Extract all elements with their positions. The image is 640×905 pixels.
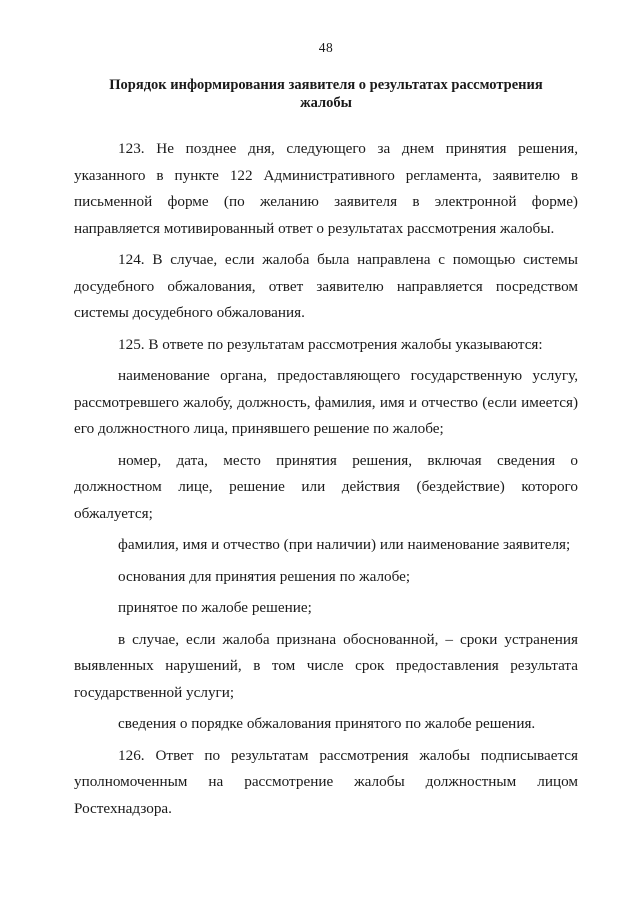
section-title: Порядок информирования заявителя о результатах рассмотрения жалобы — [109, 77, 543, 111]
list-item-decision: принятое по жалобе решение; — [118, 599, 312, 616]
list-item-decision-grounds: основания для принятия решения по жалобе; — [118, 567, 411, 585]
paragraph-124: 124. В случае, если жалоба была направлена с помощью системы досудебного обжалования, ответ заявителю направляется посредством системы досудебного обжалования. — [74, 251, 578, 321]
paragraph-123: 123. Не позднее дня, следующего за днем принятия решения, указанного в пункте 122 Административного регламента, заявителю в письменной форме (по желанию заявителя в электронной форме) направляется мотивированный ответ о результатах рассмотрения жалобы. — [74, 140, 578, 237]
paragraph-126: 126. Ответ по результатам рассмотрения жалобы подписывается уполномоченным на рассмотрение жалобы должностным лицом Ростехнадзора. — [74, 746, 578, 817]
list-item-remediation-terms: в случае, если жалоба признана обоснованной, – сроки устранения выявленных нарушений, в том числе срок предоставления результата государственной услуги; — [74, 630, 578, 701]
paragraph-125: 125. В ответе по результатам рассмотрения жалобы указываются: — [118, 335, 543, 353]
list-item-decision-details: номер, дата, место принятия решения, включая сведения о должностном лице, решение или действия (бездействие) которого обжалуется; — [74, 451, 578, 522]
list-item-authority-name: наименование органа, предоставляющего государственную услугу, рассмотревшего жалобу, должность, фамилия, имя и отчество (если имеется) его должностного лица, принявшего решение по жалобе; — [74, 367, 578, 437]
document-page — [74, 40, 578, 822]
list-item-applicant-name: фамилия, имя и отчество (при наличии) или наименование заявителя; — [118, 536, 571, 553]
list-item-appeal-procedure: сведения о порядке обжалования принятого по жалобе решения. — [118, 715, 536, 732]
page-number: 48 — [318, 40, 334, 55]
